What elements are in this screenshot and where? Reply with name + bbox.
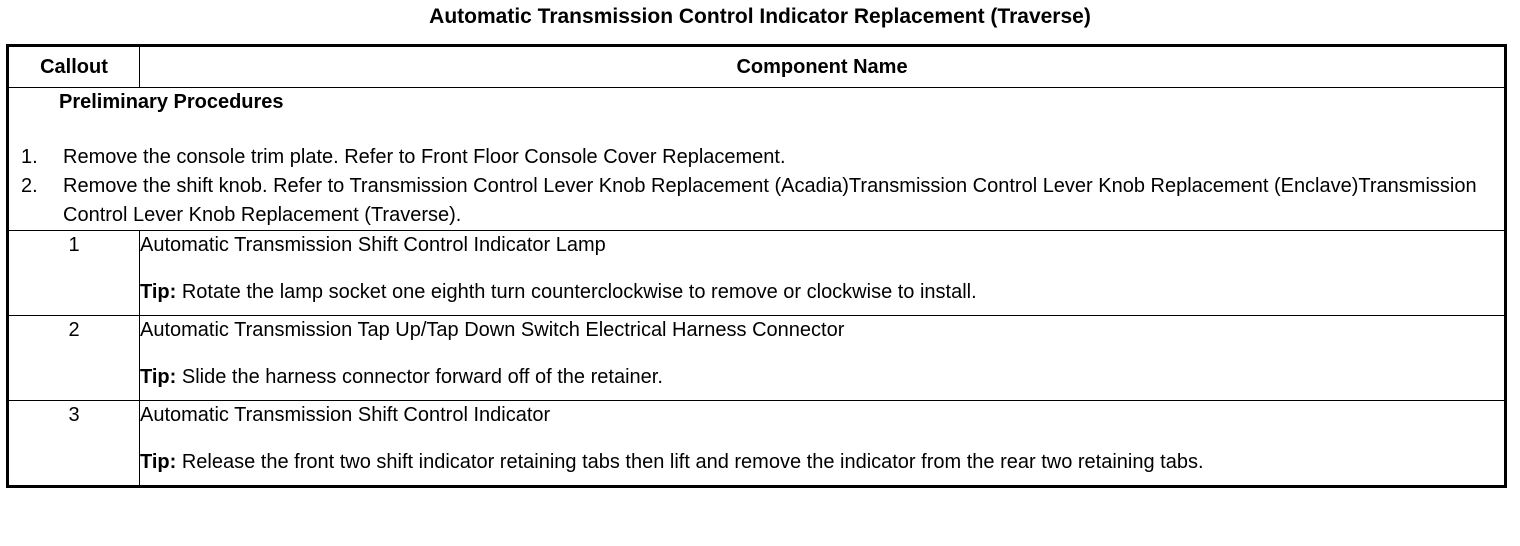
step-text: Remove the shift knob. Refer to Transmission Control Lever Knob Replacement (Acadia)Transmission Control Lever Knob Replacement (Enclave)Transmission Control Lever Knob Replacement (Traverse). (63, 175, 1477, 226)
document-title: Automatic Transmission Control Indicator Replacement (Traverse) (429, 5, 1091, 28)
callout-number: 3 (8, 401, 140, 487)
component-name: Automatic Transmission Shift Control Indicator Lamp (140, 234, 606, 256)
tip-label: Tip: (140, 366, 177, 388)
tip-body: Release the front two shift indicator retaining tabs then lift and remove the indicator from the rear two retaining tabs. (176, 451, 1204, 473)
component-name: Automatic Transmission Shift Control Indicator (140, 404, 551, 426)
step-number: 1. (21, 146, 38, 168)
component-name-header: Component Name (140, 46, 1506, 88)
table-row (8, 316, 1506, 401)
table-row (8, 231, 1506, 316)
component-cell (140, 316, 1506, 401)
preliminary-procedures-cell (8, 88, 1506, 231)
preliminary-row (8, 88, 1506, 231)
component-name: Automatic Transmission Tap Up/Tap Down Switch Electrical Harness Connector (140, 319, 845, 341)
tip-body: Rotate the lamp socket one eighth turn counterclockwise to remove or clockwise to install. (176, 281, 977, 303)
step-text: Remove the console trim plate. Refer to Front Floor Console Cover Replacement. (63, 146, 786, 168)
callout-header: Callout (8, 46, 140, 88)
callout-number: 2 (8, 316, 140, 401)
tip-text (140, 363, 1504, 392)
callout-number: 1 (8, 231, 140, 316)
tip-label: Tip: (140, 281, 177, 303)
table-row (8, 401, 1506, 487)
preliminary-step (21, 172, 1504, 230)
tip-text (140, 448, 1504, 477)
tip-text (140, 278, 1504, 307)
component-cell (140, 401, 1506, 487)
tip-label: Tip: (140, 451, 177, 473)
tip-body: Slide the harness connector forward off of the retainer. (176, 366, 663, 388)
preliminary-heading: Preliminary Procedures (59, 91, 284, 113)
step-number: 2. (21, 175, 38, 197)
component-cell (140, 231, 1506, 316)
preliminary-step (21, 143, 1504, 172)
preliminary-steps-list (9, 143, 1504, 230)
procedure-table (6, 44, 1507, 488)
table-header-row (8, 46, 1506, 88)
